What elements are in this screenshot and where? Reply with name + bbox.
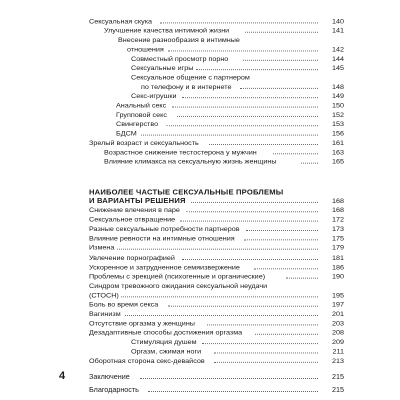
section-heading-line-2: И ВАРИАНТЫ РЕШЕНИЯ xyxy=(89,196,186,205)
toc-entry-page: 141 xyxy=(332,26,344,35)
toc-entry-title: БДСМ xyxy=(116,129,137,138)
toc-entry-title: отношения xyxy=(127,44,164,54)
toc-entry-page: 208 xyxy=(332,328,344,337)
toc-entry-page: 156 xyxy=(332,129,344,138)
toc-entry-title: Влияние климакса на сексуальную жизнь женщины xyxy=(104,157,277,166)
toc-entry-title: Улучшение качества интимной жизни xyxy=(104,26,230,35)
toc-entry-title: Сексуальное отвращение xyxy=(89,215,176,224)
toc-entry-page: 175 xyxy=(332,233,344,243)
toc-entry-title: Вагинизм xyxy=(89,309,121,318)
toc-entry-title: по телефону и в интернете xyxy=(141,82,232,91)
toc-entry-page: 201 xyxy=(332,309,344,318)
page-number: 4 xyxy=(59,370,66,382)
toc-entry-page: 140 xyxy=(332,16,344,26)
toc-entry-title: Зрелый возраст и сексуальность xyxy=(89,138,199,147)
toc-entry-page: 149 xyxy=(332,91,344,101)
toc-entry-page: 209 xyxy=(332,337,344,346)
toc-entry-page: 142 xyxy=(332,44,344,54)
toc-entry-page: 172 xyxy=(332,215,344,224)
toc-entry-title: Благодарность xyxy=(89,385,139,394)
toc-entry-page: 161 xyxy=(332,138,344,147)
toc-entry-page: 211 xyxy=(332,346,344,356)
toc-entry-title: Влияние ревности на интимные отношения xyxy=(89,233,235,243)
toc-entry-title: Увлечение порнографией xyxy=(89,253,175,262)
section-heading-line-1: НАИБОЛЕЕ ЧАСТЫЕ СЕКСУАЛЬНЫЕ ПРОБЛЕМЫ xyxy=(89,187,284,197)
toc-entry-page: 148 xyxy=(332,82,344,91)
toc-entry-title: Свингерство xyxy=(116,119,159,129)
toc-entry-title: Совместный просмотр порно xyxy=(131,54,229,63)
toc-entry-page: 203 xyxy=(332,318,344,328)
toc-entry-page: 190 xyxy=(332,272,344,281)
toc-entry-title: Оргазм, сжимая ноги xyxy=(131,346,202,356)
toc-entry-title: Анальный секс xyxy=(116,100,167,110)
toc-entry-page: 186 xyxy=(332,262,344,272)
toc-entry-page: 197 xyxy=(332,300,344,309)
toc-entry-title: Сексуальные игры xyxy=(131,63,194,72)
toc-entry-page: 150 xyxy=(332,100,344,110)
toc-entry-page: 179 xyxy=(332,243,344,252)
toc-entry-title: Отсутствие оргазма у женщины xyxy=(89,318,195,328)
toc-entry-title: Боль во время секса xyxy=(89,300,159,309)
toc-entry-title: Измена xyxy=(89,243,115,252)
toc-entry-title: Снижение влечения в паре xyxy=(89,205,180,215)
toc-entry-title: Синдром тревожного ожидания сексуальной неудачи xyxy=(89,281,268,290)
toc-entry-page: 173 xyxy=(332,224,344,233)
toc-entry-page: 163 xyxy=(332,147,344,157)
toc-entry-title: Проблемы с эрекцией (психогенные и органические) xyxy=(89,272,266,281)
toc-entry-title: Внесение разнообразия в интимные xyxy=(118,35,240,44)
toc-entry-title: Секс-игрушки xyxy=(131,91,177,101)
toc-entry-title: Ускоренное и затрудненное семяизвержение xyxy=(89,262,240,272)
toc-entry-title: Возрастное снижение тестостерона у мужчин xyxy=(104,147,257,157)
toc-entry-title: Оборотная сторона секс-девайсов xyxy=(89,356,205,365)
toc-entry-page: 168 xyxy=(332,205,344,215)
toc-entry-page: 215 xyxy=(332,385,344,394)
toc-entry-page: 213 xyxy=(332,356,344,365)
toc-entry-page: 181 xyxy=(332,253,344,262)
toc-entry-title: Сексуальная скука xyxy=(89,16,153,26)
toc-entry-title: Дезадаптивные способы достижения оргазма xyxy=(89,328,243,337)
toc-entry-title: Групповой секс xyxy=(116,110,167,119)
section-heading-page: 168 xyxy=(332,196,344,205)
toc-entry-page: 215 xyxy=(332,372,344,381)
toc-entry-title: Разные сексуальные потребности партнеров xyxy=(89,224,240,233)
toc-entry-page: 144 xyxy=(332,54,344,63)
toc-entry-title: Стимуляция душем xyxy=(131,337,197,346)
toc-entry-page: 152 xyxy=(332,110,344,119)
toc-entry-title: Сексуальное общение с партнером xyxy=(131,72,250,82)
toc-entry-page: 145 xyxy=(332,63,344,72)
toc-entry-page: 165 xyxy=(332,157,344,166)
toc-entry-page: 153 xyxy=(332,119,344,129)
toc-entry-page: 195 xyxy=(332,290,344,300)
toc-entry-title: Заключение xyxy=(89,372,130,381)
toc-entry-title: (СТОСН) xyxy=(89,290,119,300)
